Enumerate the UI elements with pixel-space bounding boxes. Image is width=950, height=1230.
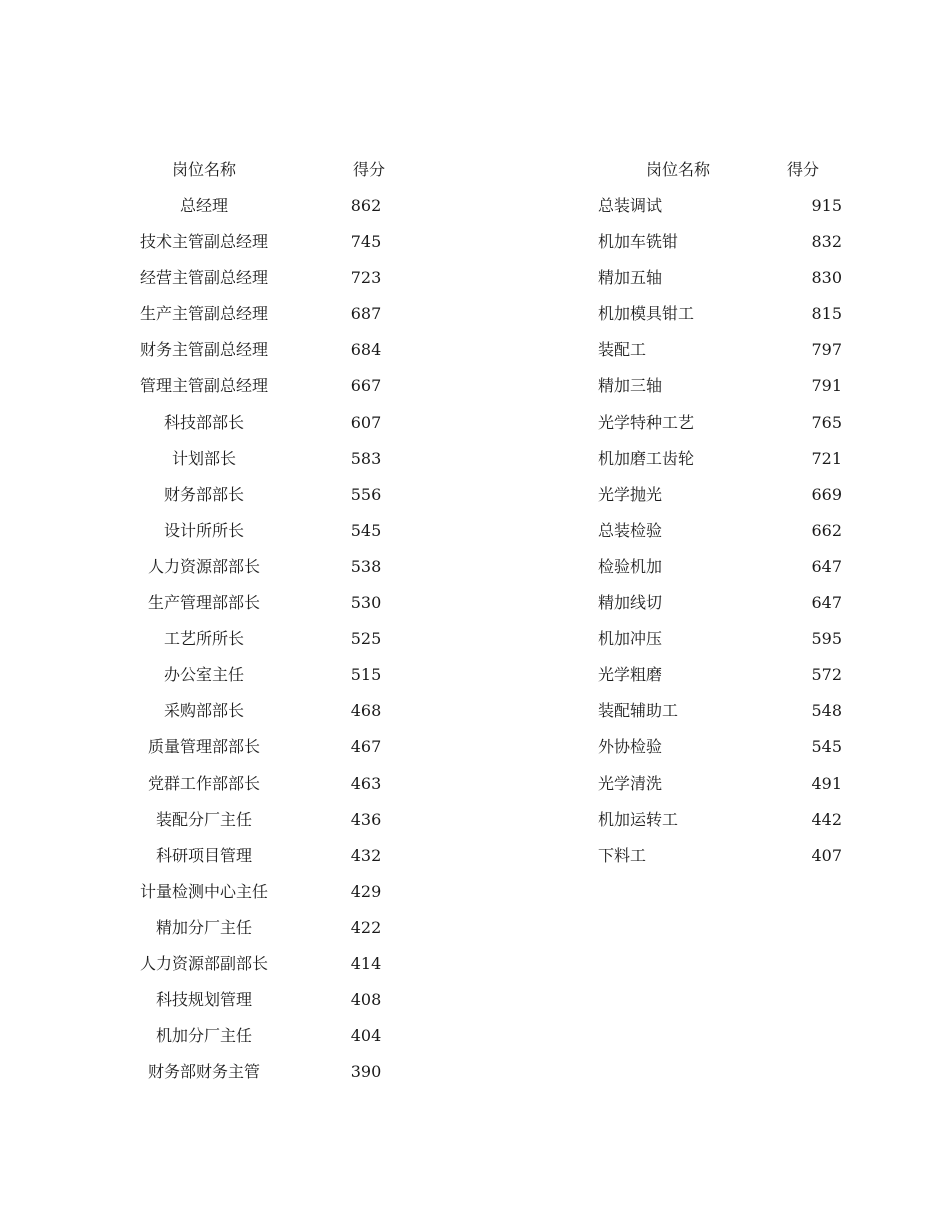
table-row: [470, 260, 950, 296]
table-row: [0, 477, 470, 513]
table-row: [0, 405, 470, 441]
position-name-cell: 工艺所所长: [163, 629, 244, 649]
table-body: [470, 188, 950, 874]
table-row: [470, 838, 950, 874]
score-cell: 556: [350, 484, 382, 504]
table-row: [0, 729, 470, 765]
position-name-cell: 经营主管副总经理: [139, 268, 268, 288]
score-cell: 463: [350, 773, 382, 793]
position-name-cell: 机加磨工齿轮: [598, 448, 695, 468]
header-position-name: 岗位名称: [645, 160, 710, 179]
position-name-cell: 设计所所长: [163, 520, 244, 540]
position-name-cell: 生产管理部部长: [147, 593, 260, 613]
score-cell: 442: [811, 809, 842, 829]
score-cell: 667: [350, 376, 382, 396]
position-name-cell: 装配辅助工: [598, 701, 679, 721]
table-row: [0, 1018, 470, 1054]
position-name-cell: 科研项目管理: [155, 845, 252, 865]
position-name-cell: 精加三轴: [598, 376, 663, 396]
position-name-cell: 外协检验: [598, 737, 663, 757]
table-row: [0, 621, 470, 657]
header-score: 得分: [352, 160, 385, 179]
position-name-cell: 财务部部长: [163, 484, 244, 504]
score-cell: 572: [811, 665, 842, 685]
table-row: [0, 802, 470, 838]
position-name-cell: 光学清洗: [598, 773, 663, 793]
table-row: [470, 729, 950, 765]
table-row: [470, 477, 950, 513]
position-name-cell: 机加车铣钳: [598, 232, 679, 252]
table-row: [0, 1054, 470, 1090]
score-cell: 491: [811, 773, 842, 793]
position-name-cell: 机加分厂主任: [155, 1026, 252, 1046]
position-score-table-left: [0, 152, 470, 1090]
position-name-cell: 装配分厂主任: [155, 809, 252, 829]
table-row: [0, 368, 470, 404]
table-row: [0, 910, 470, 946]
table-row: [470, 368, 950, 404]
score-cell: 468: [350, 701, 382, 721]
table-row: [0, 513, 470, 549]
score-cell: 390: [350, 1062, 382, 1082]
table-row: [0, 188, 470, 224]
position-name-cell: 总经理: [179, 196, 228, 215]
score-cell: 797: [811, 340, 842, 360]
position-name-cell: 精加五轴: [598, 268, 663, 288]
score-cell: 815: [811, 304, 842, 324]
position-name-cell: 计划部长: [171, 448, 236, 468]
position-name-cell: 机加模具钳工: [598, 304, 695, 324]
table-row: [470, 693, 950, 729]
score-cell: 432: [350, 845, 382, 865]
table-row: [470, 657, 950, 693]
score-cell: 467: [350, 737, 382, 757]
table-header: [470, 152, 950, 188]
position-name-cell: 计量检测中心主任: [139, 881, 268, 901]
score-cell: 745: [350, 232, 382, 252]
table-row: [470, 766, 950, 802]
table-row: [470, 296, 950, 332]
position-name-cell: 人力资源部部长: [147, 556, 260, 576]
score-cell: 832: [811, 232, 842, 252]
score-cell: 407: [811, 845, 842, 865]
table-row: [0, 766, 470, 802]
score-cell: 647: [811, 593, 842, 613]
position-name-cell: 检验机加: [598, 556, 663, 576]
score-cell: 545: [350, 520, 382, 540]
table-row: [470, 441, 950, 477]
score-cell: 530: [350, 593, 382, 613]
score-cell: 429: [350, 881, 382, 901]
position-name-cell: 装配工: [598, 340, 647, 360]
table-row: [0, 585, 470, 621]
score-cell: 404: [350, 1026, 382, 1046]
table-row: [0, 332, 470, 368]
header-position-name: 岗位名称: [171, 160, 236, 179]
table-row: [470, 224, 950, 260]
score-cell: 765: [811, 412, 842, 432]
position-score-table-right: [470, 152, 950, 874]
position-name-cell: 科技部部长: [163, 412, 244, 432]
table-row: [0, 982, 470, 1018]
score-cell: 595: [811, 629, 842, 649]
score-cell: 515: [350, 665, 382, 685]
table-row: [0, 946, 470, 982]
position-name-cell: 光学抛光: [598, 484, 663, 504]
table-row: [0, 441, 470, 477]
score-cell: 687: [350, 304, 382, 324]
table-row: [0, 693, 470, 729]
score-cell: 915: [811, 196, 842, 215]
position-name-cell: 办公室主任: [163, 665, 244, 685]
position-name-cell: 机加冲压: [598, 629, 663, 649]
position-name-cell: 质量管理部部长: [147, 737, 260, 757]
score-cell: 538: [350, 556, 382, 576]
score-cell: 607: [350, 412, 382, 432]
table-row: [470, 188, 950, 224]
position-name-cell: 机加运转工: [598, 809, 679, 829]
score-cell: 548: [811, 701, 842, 721]
score-cell: 723: [350, 268, 382, 288]
table-row: [0, 260, 470, 296]
table-row: [470, 621, 950, 657]
score-cell: 414: [350, 953, 382, 973]
table-row: [470, 405, 950, 441]
position-name-cell: 人力资源部副部长: [139, 953, 268, 973]
score-cell: 436: [350, 809, 382, 829]
table-row: [470, 802, 950, 838]
score-cell: 862: [350, 196, 382, 215]
score-cell: 662: [811, 520, 842, 540]
position-name-cell: 采购部部长: [163, 701, 244, 721]
position-name-cell: 科技规划管理: [155, 990, 252, 1010]
position-name-cell: 技术主管副总经理: [139, 232, 268, 252]
table-row: [0, 549, 470, 585]
table-header: [0, 152, 470, 188]
table-row: [0, 874, 470, 910]
score-cell: 422: [350, 917, 382, 937]
table-row: [0, 296, 470, 332]
score-cell: 721: [811, 448, 842, 468]
position-name-cell: 财务部财务主管: [147, 1062, 260, 1082]
score-cell: 583: [350, 448, 382, 468]
table-row: [470, 549, 950, 585]
score-cell: 669: [811, 484, 842, 504]
score-cell: 525: [350, 629, 382, 649]
header-score: 得分: [786, 160, 819, 179]
position-name-cell: 生产主管副总经理: [139, 304, 268, 324]
table-row: [0, 838, 470, 874]
table-row: [470, 513, 950, 549]
table-body: [0, 188, 470, 1090]
table-row: [0, 224, 470, 260]
position-name-cell: 精加线切: [598, 593, 663, 613]
score-cell: 684: [350, 340, 382, 360]
score-cell: 545: [811, 737, 842, 757]
score-cell: 830: [811, 268, 842, 288]
table-row: [470, 332, 950, 368]
score-cell: 647: [811, 556, 842, 576]
position-name-cell: 光学特种工艺: [598, 412, 695, 432]
position-name-cell: 下料工: [598, 845, 647, 865]
position-name-cell: 管理主管副总经理: [139, 376, 268, 396]
score-cell: 408: [350, 990, 382, 1010]
position-name-cell: 总装检验: [598, 520, 663, 540]
position-name-cell: 财务主管副总经理: [139, 340, 268, 360]
position-name-cell: 光学粗磨: [598, 665, 663, 685]
position-name-cell: 总装调试: [598, 196, 663, 215]
table-row: [0, 657, 470, 693]
position-name-cell: 精加分厂主任: [155, 917, 252, 937]
score-cell: 791: [811, 376, 842, 396]
position-name-cell: 党群工作部部长: [147, 773, 260, 793]
table-row: [470, 585, 950, 621]
